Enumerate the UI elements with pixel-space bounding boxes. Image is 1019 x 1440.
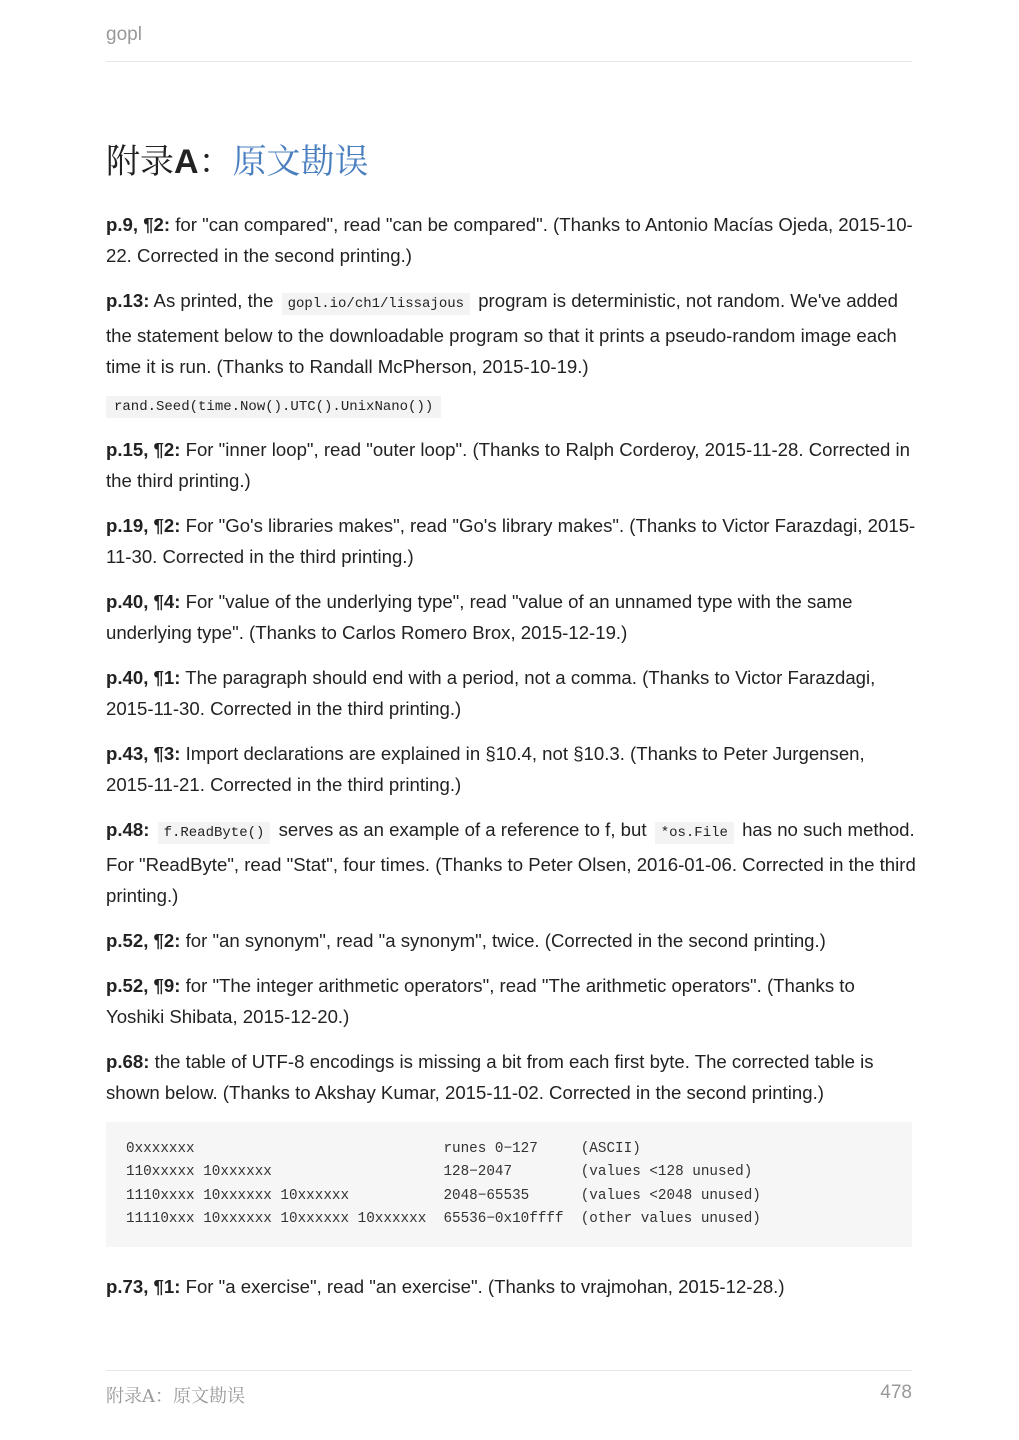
book-header: gopl xyxy=(106,24,142,45)
erratum-label: p.68: xyxy=(106,1051,150,1072)
erratum-text: As printed, the xyxy=(149,290,279,311)
erratum-label: p.48: xyxy=(106,819,150,840)
header-divider xyxy=(106,61,912,62)
errata-list xyxy=(106,209,916,1316)
erratum-label: p.15, ¶2: xyxy=(106,439,181,460)
erratum xyxy=(106,814,916,911)
erratum-text: for "The integer arithmetic operators", read "The arithmetic operators". (Thanks to Yoshiki Shibata, 2015-12-20.) xyxy=(106,975,855,1027)
erratum-label: p.9, ¶2: xyxy=(106,214,171,235)
utf8-table-code-block: 0xxxxxxx runes 0−127 (ASCII) 110xxxxx 10xxxxxx 128−2047 (values <128 unused) 1110xxxx 10xxxxxx 10xxxxxx 2048−65535 (values <2048 unused) 11110xxx 10xxxxxx 10xxxxxx 10xxxxxx 65536−0x10ffff (other values unused) xyxy=(106,1122,912,1247)
erratum-text: For "value of the underlying type", read "value of an unnamed type with the same underlying type". (Thanks to Carlos Romero Brox, 2015-12-19.) xyxy=(106,591,853,643)
title-letter: A xyxy=(174,143,199,181)
erratum xyxy=(106,925,916,956)
erratum xyxy=(106,586,916,648)
erratum-text: program is deterministic, not random. We've added the statement below to the downloadable program so that it prints a pseudo-random image each time it is run. (Thanks to Randall McPherson, 2015-10-19.) xyxy=(106,290,898,377)
erratum-text: serves as an example of a reference to f, but xyxy=(273,819,652,840)
erratum-label: p.52, ¶2: xyxy=(106,930,181,951)
footer-chapter: 附录A：原文勘误 xyxy=(106,1386,245,1407)
erratum xyxy=(106,209,916,271)
erratum-text: has no such method. For "ReadByte", read "Stat", four times. (Thanks to Peter Olsen, 2016-01-06. Corrected in the third printing.) xyxy=(106,819,916,906)
title-prefix: 附录 xyxy=(106,142,174,182)
inline-code: gopl.io/ch1/lissajous xyxy=(282,293,470,315)
erratum-label: p.13: xyxy=(106,290,150,311)
erratum xyxy=(106,662,916,724)
page-number: 478 xyxy=(880,1382,912,1403)
code-snippet: rand.Seed(time.Now().UTC().UnixNano()) xyxy=(106,396,441,418)
erratum-text: the table of UTF-8 encodings is missing a bit from each first byte. The corrected table is shown below. (Thanks to Akshay Kumar, 2015-11-02. Corrected in the second printing.) xyxy=(106,1051,874,1103)
erratum-text: for "can compared", read "can be compared". (Thanks to Antonio Macías Ojeda, 2015-10-22. Corrected in the second printing.) xyxy=(106,214,913,266)
erratum-text: For "inner loop", read "outer loop". (Thanks to Ralph Corderoy, 2015-11-28. Corrected in the third printing.) xyxy=(106,439,910,491)
erratum-text: for "an synonym", read "a synonym", twice. (Corrected in the second printing.) xyxy=(180,930,826,951)
erratum-label: p.43, ¶3: xyxy=(106,743,181,764)
erratum-label: p.52, ¶9: xyxy=(106,975,181,996)
erratum-label: p.40, ¶1: xyxy=(106,667,181,688)
title-text: 原文勘误 xyxy=(232,142,369,182)
erratum-label: p.19, ¶2: xyxy=(106,515,181,536)
erratum-text: The paragraph should end with a period, not a comma. (Thanks to Victor Farazdagi, 2015-11-30. Corrected in the third printing.) xyxy=(106,667,876,719)
inline-code: *os.File xyxy=(655,822,734,844)
page-title xyxy=(106,134,369,183)
erratum xyxy=(106,285,916,382)
title-colon: ： xyxy=(198,142,233,182)
erratum xyxy=(106,1271,916,1302)
erratum-label: p.40, ¶4: xyxy=(106,591,181,612)
erratum-text: For "Go's libraries makes", read "Go's library makes". (Thanks to Victor Farazdagi, 2015-11-30. Corrected in the third printing.) xyxy=(106,515,916,567)
erratum-text: For "a exercise", read "an exercise". (Thanks to vrajmohan, 2015-12-28.) xyxy=(180,1276,785,1298)
footer-divider xyxy=(106,1370,912,1371)
erratum xyxy=(106,970,916,1032)
erratum xyxy=(106,1046,916,1108)
erratum-label: p.73, ¶1: xyxy=(106,1276,181,1298)
erratum xyxy=(106,510,916,572)
inline-code: f.ReadByte() xyxy=(158,822,271,844)
erratum xyxy=(106,434,916,496)
erratum xyxy=(106,738,916,800)
erratum-text: Import declarations are explained in §10.4, not §10.3. (Thanks to Peter Jurgensen, 2015-11-21. Corrected in the third printing.) xyxy=(106,743,865,795)
